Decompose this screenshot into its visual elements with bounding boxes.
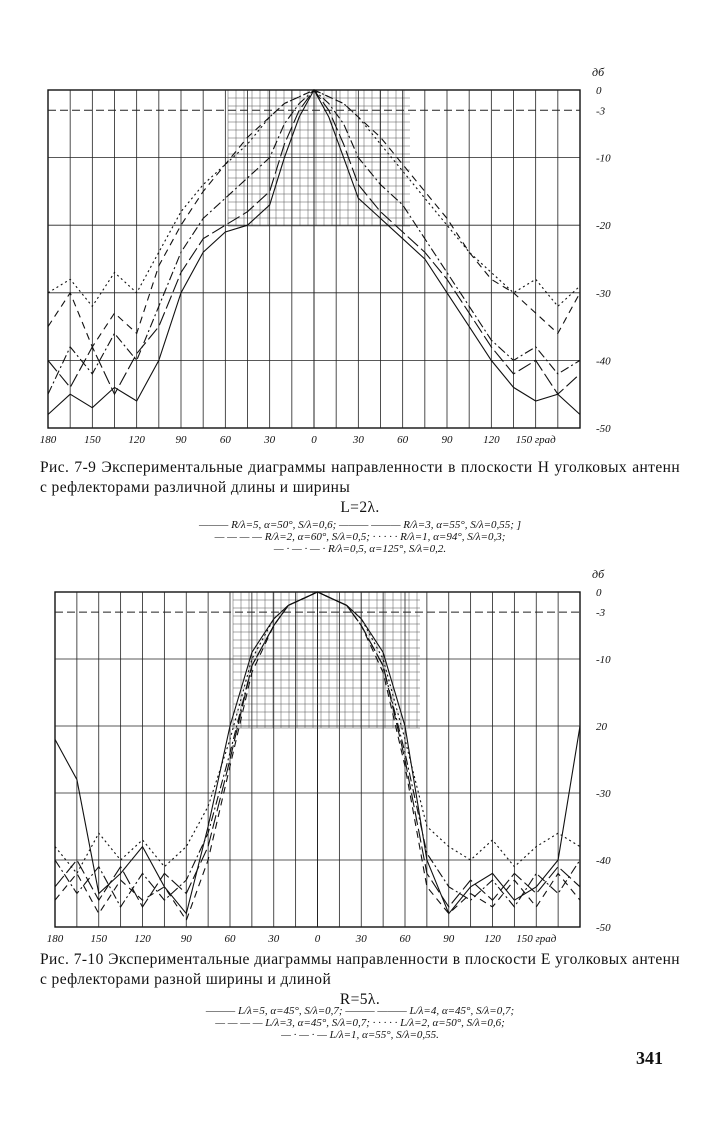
y-tick-label: -40 <box>596 855 611 867</box>
x-tick-label: 90 <box>175 434 187 446</box>
x-tick-label: 60 <box>224 933 236 945</box>
x-tick-label: 60 <box>219 434 231 446</box>
legend-row: ——— R/λ=5, α=50°, S/λ=0,6; ——— ——— R/λ=3, α=55°, S/λ=0,55; ] <box>199 519 521 531</box>
y-tick-label: 20 <box>596 721 607 733</box>
x-tick-label: 120 <box>484 933 501 945</box>
y-tick-label: -10 <box>596 654 611 666</box>
chart-7-10 <box>0 565 723 955</box>
x-tick-label: 180 <box>39 434 57 446</box>
legend-row: ——— L/λ=5, α=45°, S/λ=0,7; ——— ——— L/λ=4, α=45°, S/λ=0,7; <box>205 1005 515 1017</box>
y-tick-label: 0 <box>596 587 602 599</box>
x-tick-label: 30 <box>264 434 276 446</box>
y-tick-label: -3 <box>596 105 606 118</box>
caption-7-10 <box>40 950 680 1010</box>
x-tick-label: 120 <box>483 434 500 446</box>
caption-number: Рис. 7-9 <box>40 459 97 476</box>
caption-subtitle: R=5λ. <box>339 991 381 1008</box>
legend-row: — — — — L/λ=3, α=45°, S/λ=0,7; · · · · · L/λ=2, α=50°, S/λ=0,6; <box>215 1017 505 1029</box>
x-tick-label: 120 <box>128 434 145 446</box>
caption-text-2: уголковых антенн с рефлекторами различной длины и ширины <box>40 459 681 496</box>
x-tick-label: 60 <box>397 434 409 446</box>
caption-7-9 <box>40 458 680 518</box>
y-tick-label: 0 <box>596 85 602 97</box>
y-tick-label: -50 <box>596 922 611 934</box>
caption-text: Экспериментальные диаграммы направленности в плоскости <box>101 459 533 476</box>
x-tick-label: 30 <box>352 434 364 446</box>
y-tick-label: -30 <box>596 287 611 300</box>
vector-symbol: H <box>537 459 550 476</box>
x-tick-label: 0 <box>311 434 317 446</box>
y-tick-label: -10 <box>596 152 611 165</box>
x-tick-label: 0 <box>314 933 321 945</box>
y-tick-label: -30 <box>596 788 611 800</box>
page-number: 341 <box>636 1048 663 1068</box>
caption-text-2: уголковых антенн с рефлекторами разной ширины и длиной <box>40 951 680 988</box>
x-tick-label: 90 <box>443 933 455 945</box>
legend-row: — · — · — · R/λ=0,5, α=125°, S/λ=0,2. <box>273 543 447 555</box>
x-tick-label: 60 <box>399 933 411 945</box>
caption-subtitle: L=2λ. <box>340 499 380 516</box>
x-tick-label: 180 <box>46 933 64 945</box>
x-tick-label: 150 град <box>515 434 556 446</box>
y-tick-label: -50 <box>596 423 611 435</box>
x-tick-label: 150 <box>84 434 101 446</box>
legend-row: — — — — R/λ=2, α=60°, S/λ=0,5; · · · · · R/λ=1, α=94°, S/λ=0,3; <box>214 531 506 543</box>
legend-7-9 <box>40 519 680 555</box>
x-tick-label: 150 град <box>516 933 557 945</box>
chart-7-9 <box>0 50 723 500</box>
caption-text: Экспериментальные диаграммы направленности в плоскости <box>108 951 537 968</box>
legend-row: — · — · — L/λ=1, α=55°, S/λ=0,55. <box>281 1029 439 1041</box>
x-tick-label: 30 <box>355 933 367 945</box>
x-tick-label: 150 <box>90 933 107 945</box>
y-tick-label: -20 <box>596 220 611 233</box>
y-tick-label: -40 <box>596 355 611 368</box>
plane-symbol: E <box>540 951 551 968</box>
caption-number: Рис. 7-10 <box>40 951 104 968</box>
x-tick-label: 90 <box>441 434 453 446</box>
y-unit-label: дб <box>592 65 605 79</box>
y-unit-label: дб <box>592 567 605 581</box>
legend-7-10 <box>40 1005 680 1041</box>
x-tick-label: 90 <box>180 933 192 945</box>
y-tick-label: -3 <box>596 607 606 620</box>
x-tick-label: 120 <box>134 933 151 945</box>
x-tick-label: 30 <box>268 933 280 945</box>
